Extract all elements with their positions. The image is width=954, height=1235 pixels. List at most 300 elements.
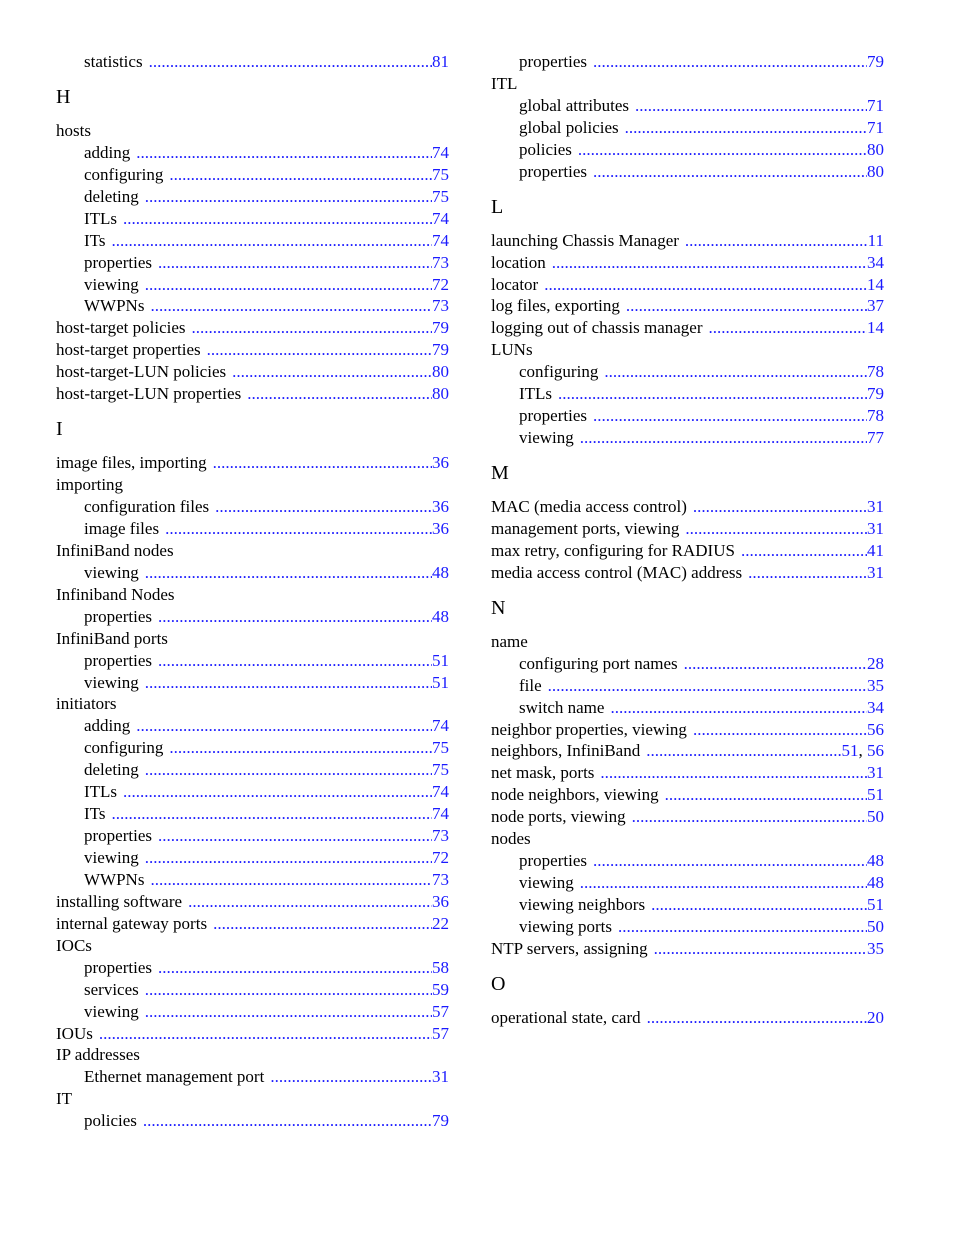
index-term: launching Chassis Manager bbox=[491, 230, 679, 250]
page-references bbox=[867, 872, 884, 894]
page-link[interactable]: 80 bbox=[432, 384, 449, 404]
page-references bbox=[432, 361, 449, 383]
index-subentry-properties bbox=[491, 161, 884, 183]
page-link[interactable]: 31 bbox=[867, 562, 884, 582]
index-term: ITLs bbox=[519, 384, 553, 404]
index-subentry-viewing bbox=[56, 1001, 449, 1023]
index-term: InfiniBand nodes bbox=[56, 540, 174, 560]
index-subentry-wwpns bbox=[56, 295, 449, 317]
page-link[interactable]: 31 bbox=[432, 1067, 449, 1087]
page-references bbox=[432, 715, 449, 737]
page-link[interactable]: 74 bbox=[432, 208, 449, 228]
page-references bbox=[867, 938, 884, 960]
dot-leader bbox=[111, 230, 432, 252]
dot-leader bbox=[654, 938, 867, 960]
index-term: WWPNs bbox=[84, 869, 145, 889]
page-link[interactable]: 74 bbox=[432, 230, 449, 250]
page-link[interactable]: 79 bbox=[432, 318, 449, 338]
page-link[interactable]: 34 bbox=[867, 252, 884, 272]
index-entry-node-ports-viewing bbox=[491, 806, 884, 828]
page-references bbox=[432, 891, 449, 913]
page-references bbox=[867, 1007, 884, 1029]
index-term: properties bbox=[519, 851, 587, 871]
page-link[interactable]: 36 bbox=[432, 497, 449, 516]
index-subentry-ethernet-management-port bbox=[56, 1066, 449, 1088]
dot-leader bbox=[136, 715, 432, 737]
index-entry-iocs bbox=[56, 935, 449, 957]
index-entry-media-access-control-mac-address bbox=[491, 562, 884, 584]
page-link[interactable]: 34 bbox=[867, 697, 884, 717]
dot-leader bbox=[99, 1023, 432, 1045]
dot-leader bbox=[604, 361, 867, 383]
page-link[interactable]: 74 bbox=[432, 782, 449, 802]
section-letter-m: M bbox=[491, 462, 509, 484]
index-subentry-deleting bbox=[56, 759, 449, 781]
index-subentry-policies bbox=[491, 139, 884, 161]
index-subentry-global-attributes bbox=[491, 95, 884, 117]
page-link[interactable]: 71 bbox=[867, 95, 884, 115]
index-term: viewing bbox=[84, 274, 139, 294]
page-link[interactable]: 74 bbox=[432, 142, 449, 162]
page-references bbox=[867, 719, 884, 741]
index-term: image files, importing bbox=[56, 453, 207, 473]
index-entry-host-target-lun-properties bbox=[56, 383, 449, 405]
dot-leader bbox=[145, 672, 432, 694]
dot-leader bbox=[145, 274, 432, 296]
index-entry-installing-software bbox=[56, 891, 449, 913]
page-references bbox=[432, 1023, 449, 1045]
index-term: InfiniBand ports bbox=[56, 628, 168, 648]
index-term: services bbox=[84, 979, 139, 999]
index-subentry-configuration-files bbox=[56, 496, 449, 518]
dot-leader bbox=[593, 405, 867, 427]
page-link[interactable]: 75 bbox=[432, 738, 449, 758]
page-references bbox=[867, 295, 884, 317]
index-term: locator bbox=[491, 274, 539, 294]
dot-leader bbox=[158, 252, 432, 274]
index-subentry-switch-name bbox=[491, 697, 884, 719]
page-references bbox=[432, 1110, 449, 1132]
dot-leader bbox=[693, 496, 867, 518]
index-subentry-configuring-port-names bbox=[491, 653, 884, 675]
index-term: properties bbox=[84, 957, 152, 977]
index-term: internal gateway ports bbox=[56, 913, 208, 933]
index-subentry-services bbox=[56, 979, 449, 1001]
index-term: max retry, configuring for RADIUS bbox=[491, 540, 735, 560]
page-references bbox=[432, 650, 449, 672]
page-link[interactable]: 51 bbox=[432, 672, 449, 692]
page-link[interactable]: 51 bbox=[841, 741, 859, 761]
index-entry-launching-chassis-manager bbox=[491, 230, 884, 252]
page-link[interactable]: 79 bbox=[867, 384, 884, 404]
index-term: IP addresses bbox=[56, 1045, 140, 1065]
page-references bbox=[432, 295, 449, 317]
index-term: viewing bbox=[84, 1001, 139, 1021]
index-subentry-properties bbox=[56, 957, 449, 979]
index-term: ITs bbox=[84, 804, 106, 824]
section-letter-h: H bbox=[56, 85, 71, 108]
dot-leader bbox=[693, 719, 867, 741]
dot-leader bbox=[685, 230, 868, 252]
index-subentry-policies bbox=[56, 1110, 449, 1132]
page-link[interactable]: 11 bbox=[867, 230, 884, 250]
page-link[interactable]: 77 bbox=[867, 428, 884, 448]
index-subentry-viewing-neighbors bbox=[491, 894, 884, 916]
page-link[interactable]: 31 bbox=[867, 497, 884, 516]
index-subentry-deleting bbox=[56, 186, 449, 208]
index-term: host-target-LUN policies bbox=[56, 362, 227, 382]
index-term: hosts bbox=[56, 120, 91, 140]
index-entry-it bbox=[56, 1088, 449, 1110]
page-link[interactable]: 35 bbox=[867, 675, 884, 695]
page-references bbox=[432, 186, 449, 208]
dot-leader bbox=[684, 653, 867, 675]
index-term: properties bbox=[519, 161, 587, 181]
page-references bbox=[867, 117, 884, 139]
page-link[interactable]: 56 bbox=[867, 741, 884, 761]
page-link[interactable]: 51 bbox=[867, 895, 884, 914]
page-references bbox=[432, 759, 449, 781]
index-term: log files, exporting bbox=[491, 296, 620, 316]
dot-leader bbox=[169, 164, 432, 186]
dot-leader bbox=[123, 781, 432, 803]
index-subentry-global-policies bbox=[491, 117, 884, 139]
index-entry-itl bbox=[491, 73, 884, 95]
page-references bbox=[432, 164, 449, 186]
index-subentry-properties bbox=[56, 252, 449, 274]
dot-leader bbox=[145, 186, 432, 208]
page-references bbox=[432, 230, 449, 252]
page-link[interactable]: 31 bbox=[867, 518, 884, 538]
page-link[interactable]: 14 bbox=[867, 274, 884, 294]
dot-leader bbox=[143, 1110, 432, 1132]
dot-leader bbox=[600, 762, 867, 784]
dot-leader bbox=[685, 518, 867, 540]
index-term: neighbor properties, viewing bbox=[491, 719, 687, 739]
dot-leader bbox=[215, 496, 432, 518]
page-references bbox=[432, 957, 449, 979]
index-term: statistics bbox=[84, 52, 143, 71]
index-term: logging out of chassis manager bbox=[491, 318, 703, 338]
section-letter-i: I bbox=[56, 418, 63, 441]
index-subentry-adding bbox=[56, 715, 449, 737]
index-term: importing bbox=[56, 475, 124, 495]
page-link[interactable]: 36 bbox=[432, 518, 449, 538]
index-term: global policies bbox=[519, 117, 619, 137]
page-references bbox=[432, 672, 449, 694]
dot-leader bbox=[548, 675, 867, 697]
dot-leader bbox=[150, 295, 432, 317]
page-link[interactable]: 35 bbox=[867, 938, 884, 958]
page-link[interactable]: 74 bbox=[432, 716, 449, 736]
page-references bbox=[432, 518, 449, 540]
index-term: viewing bbox=[84, 562, 139, 582]
index-entry-mac-media-access-control bbox=[491, 496, 884, 518]
dot-leader bbox=[232, 361, 432, 383]
page-link[interactable]: 50 bbox=[867, 807, 884, 827]
page-link[interactable]: 41 bbox=[867, 540, 884, 560]
index-term: viewing bbox=[84, 672, 139, 692]
index-entry-node-neighbors-viewing bbox=[491, 784, 884, 806]
page-references bbox=[432, 979, 449, 1001]
page-link[interactable]: 73 bbox=[432, 869, 449, 889]
page-link[interactable]: 79 bbox=[867, 52, 884, 71]
page-link[interactable]: 75 bbox=[432, 760, 449, 780]
index-entry-infiniband-ports bbox=[56, 628, 449, 650]
index-subentry-viewing bbox=[56, 847, 449, 869]
page-references bbox=[867, 562, 884, 584]
index-term: installing software bbox=[56, 891, 183, 911]
page-link[interactable]: 78 bbox=[867, 362, 884, 382]
index-term: IT bbox=[56, 1089, 73, 1109]
index-term: properties bbox=[519, 52, 587, 71]
index-subentry-viewing bbox=[56, 672, 449, 694]
section-letter-l: L bbox=[491, 195, 504, 218]
page-link[interactable]: 75 bbox=[432, 164, 449, 184]
index-entry-operational-state-card bbox=[491, 1007, 884, 1029]
page-references bbox=[867, 405, 884, 427]
index-subentry-configuring bbox=[56, 737, 449, 759]
page-references bbox=[867, 697, 884, 719]
dot-leader bbox=[578, 139, 867, 161]
index-term: media access control (MAC) address bbox=[491, 562, 743, 582]
dot-leader bbox=[741, 540, 867, 562]
page-link[interactable]: 72 bbox=[432, 848, 449, 867]
dot-leader bbox=[647, 1007, 867, 1029]
dot-leader bbox=[158, 650, 432, 672]
page-link[interactable]: 80 bbox=[432, 362, 449, 382]
index-term: configuring port names bbox=[519, 653, 678, 673]
page-references bbox=[867, 653, 884, 675]
page-link[interactable]: 48 bbox=[432, 606, 449, 626]
page-references bbox=[432, 51, 449, 73]
page-link[interactable]: 20 bbox=[867, 1007, 884, 1027]
index-term: file bbox=[519, 675, 542, 695]
index-subentry-properties bbox=[491, 850, 884, 872]
page-references bbox=[432, 452, 449, 474]
page-references bbox=[867, 540, 884, 562]
dot-leader bbox=[580, 872, 867, 894]
index-entry-ious bbox=[56, 1023, 449, 1045]
dot-leader bbox=[123, 208, 432, 230]
index-subentry-wwpns bbox=[56, 869, 449, 891]
index-entry-initiators bbox=[56, 693, 449, 715]
index-subentry-file bbox=[491, 675, 884, 697]
index-term: NTP servers, assigning bbox=[491, 938, 648, 958]
index-term: name bbox=[491, 631, 528, 651]
page-references bbox=[867, 383, 884, 405]
dot-leader bbox=[270, 1066, 432, 1088]
page-link[interactable]: 50 bbox=[867, 916, 884, 936]
page-link[interactable]: 71 bbox=[867, 117, 884, 137]
index-term: host-target properties bbox=[56, 340, 201, 360]
index-subentry-properties bbox=[56, 606, 449, 628]
index-term: IOCs bbox=[56, 935, 92, 955]
index-term: operational state, card bbox=[491, 1007, 641, 1027]
index-subentry-viewing bbox=[491, 872, 884, 894]
page-references bbox=[867, 784, 884, 806]
page-references bbox=[867, 51, 884, 73]
page-references bbox=[432, 252, 449, 274]
dot-leader bbox=[626, 295, 867, 317]
page-references bbox=[432, 803, 449, 825]
dot-leader bbox=[593, 161, 867, 183]
index-entry-neighbor-properties-viewing bbox=[491, 719, 884, 741]
index-entry-locator bbox=[491, 274, 884, 296]
page-link[interactable]: 59 bbox=[432, 979, 449, 999]
page-link[interactable]: 73 bbox=[432, 296, 449, 316]
index-entry-logging-out-of-chassis-manager bbox=[491, 317, 884, 339]
index-subentry-its bbox=[56, 230, 449, 252]
index-term: viewing bbox=[519, 873, 574, 893]
page-link[interactable]: 74 bbox=[432, 804, 449, 824]
index-term: properties bbox=[84, 606, 152, 626]
page-link[interactable]: 51 bbox=[432, 650, 449, 670]
page-link[interactable]: 48 bbox=[867, 851, 884, 871]
page-references bbox=[867, 518, 884, 540]
page-link[interactable]: 80 bbox=[867, 161, 884, 181]
page-references bbox=[432, 383, 449, 405]
page-references bbox=[867, 762, 884, 784]
page-link[interactable]: 80 bbox=[867, 139, 884, 159]
index-subentry-viewing-ports bbox=[491, 916, 884, 938]
page-references bbox=[867, 850, 884, 872]
dot-leader bbox=[580, 427, 867, 449]
dot-leader bbox=[207, 339, 432, 361]
page-references bbox=[867, 139, 884, 161]
index-term: ITLs bbox=[84, 782, 118, 802]
index-term: configuring bbox=[84, 164, 164, 184]
page-link[interactable]: 73 bbox=[432, 826, 449, 846]
index-term: properties bbox=[519, 406, 587, 426]
index-subentry-itls bbox=[56, 208, 449, 230]
dot-leader bbox=[169, 737, 432, 759]
page-references bbox=[867, 806, 884, 828]
page-link[interactable]: 36 bbox=[432, 891, 449, 911]
index-term: neighbors, InfiniBand bbox=[491, 741, 641, 761]
index-term: viewing neighbors bbox=[519, 895, 646, 914]
index-term: viewing bbox=[84, 848, 139, 867]
dot-leader bbox=[188, 891, 432, 913]
page-references bbox=[867, 252, 884, 274]
page-references bbox=[432, 847, 449, 869]
index-subentry-configuring bbox=[491, 361, 884, 383]
dot-leader bbox=[145, 562, 432, 584]
index-term: host-target policies bbox=[56, 318, 186, 338]
page-references bbox=[867, 496, 884, 518]
page-link[interactable]: 73 bbox=[432, 252, 449, 272]
page-link[interactable]: 79 bbox=[432, 1111, 449, 1131]
page-references bbox=[432, 737, 449, 759]
index-term: Infiniband Nodes bbox=[56, 584, 175, 604]
index-term: host-target-LUN properties bbox=[56, 384, 242, 404]
index-entry-name bbox=[491, 631, 884, 653]
page-link[interactable]: 72 bbox=[432, 274, 449, 294]
page-references bbox=[867, 361, 884, 383]
page-link[interactable]: 22 bbox=[432, 913, 449, 933]
page-link[interactable]: 37 bbox=[867, 296, 884, 316]
dot-leader bbox=[213, 913, 432, 935]
page-references bbox=[867, 274, 884, 296]
index-entry-host-target-policies bbox=[56, 317, 449, 339]
dot-leader bbox=[635, 95, 867, 117]
index-term: location bbox=[491, 252, 546, 272]
page-references bbox=[432, 208, 449, 230]
index-term: deleting bbox=[84, 186, 139, 206]
dot-leader bbox=[610, 697, 867, 719]
index-term: policies bbox=[84, 1111, 137, 1131]
page-references: 51, 56 bbox=[841, 741, 884, 761]
index-term: deleting bbox=[84, 760, 139, 780]
page-link[interactable]: 14 bbox=[867, 318, 884, 338]
dot-leader bbox=[111, 803, 432, 825]
index-term: viewing ports bbox=[519, 916, 613, 936]
index-entry-log-files-exporting bbox=[491, 295, 884, 317]
index-term: node ports, viewing bbox=[491, 807, 626, 827]
page-link[interactable]: 78 bbox=[867, 406, 884, 426]
page-link[interactable]: 36 bbox=[432, 453, 449, 473]
index-entry-nodes bbox=[491, 828, 884, 850]
page-link[interactable]: 75 bbox=[432, 186, 449, 206]
index-entry-host-target-lun-policies bbox=[56, 361, 449, 383]
page-references bbox=[867, 95, 884, 117]
index-entry-net-mask-ports bbox=[491, 762, 884, 784]
index-subentry-statistics bbox=[56, 51, 449, 73]
page-link[interactable]: 48 bbox=[867, 873, 884, 893]
page-link[interactable]: 57 bbox=[432, 1023, 449, 1043]
dot-leader bbox=[646, 740, 841, 762]
index-term: ITLs bbox=[84, 208, 118, 228]
index-column-right bbox=[491, 51, 884, 1029]
page-references bbox=[432, 1066, 449, 1088]
index-term: ITL bbox=[491, 73, 518, 93]
page-link[interactable]: 51 bbox=[867, 785, 884, 805]
index-term: configuring bbox=[519, 362, 599, 382]
index-term: properties bbox=[84, 252, 152, 272]
page-link[interactable]: 79 bbox=[432, 340, 449, 360]
page-references bbox=[432, 496, 449, 518]
page-references bbox=[432, 913, 449, 935]
dot-leader bbox=[593, 850, 867, 872]
index-subentry-properties bbox=[491, 405, 884, 427]
index-subentry-properties bbox=[491, 51, 884, 73]
index-term: global attributes bbox=[519, 95, 630, 115]
page-link[interactable]: 57 bbox=[432, 1001, 449, 1021]
page-references bbox=[867, 916, 884, 938]
dot-leader bbox=[552, 252, 867, 274]
dot-leader bbox=[651, 894, 867, 916]
index-entry-image-files-importing bbox=[56, 452, 449, 474]
page-link[interactable]: 81 bbox=[432, 52, 449, 71]
page-link[interactable]: 48 bbox=[432, 562, 449, 582]
page-link[interactable]: 31 bbox=[867, 763, 884, 783]
page-link[interactable]: 56 bbox=[867, 719, 884, 739]
dot-leader bbox=[145, 1001, 432, 1023]
dot-leader bbox=[136, 142, 432, 164]
page-link[interactable]: 28 bbox=[867, 653, 884, 673]
index-subentry-properties bbox=[56, 650, 449, 672]
index-entry-hosts bbox=[56, 120, 449, 142]
page-references bbox=[867, 894, 884, 916]
page-references bbox=[867, 675, 884, 697]
page-references bbox=[432, 274, 449, 296]
index-subentry-itls bbox=[491, 383, 884, 405]
index-term: IOUs bbox=[56, 1023, 93, 1043]
index-term: properties bbox=[84, 826, 152, 846]
page-link[interactable]: 58 bbox=[432, 957, 449, 977]
dot-leader bbox=[158, 957, 432, 979]
index-term: configuration files bbox=[84, 497, 210, 516]
